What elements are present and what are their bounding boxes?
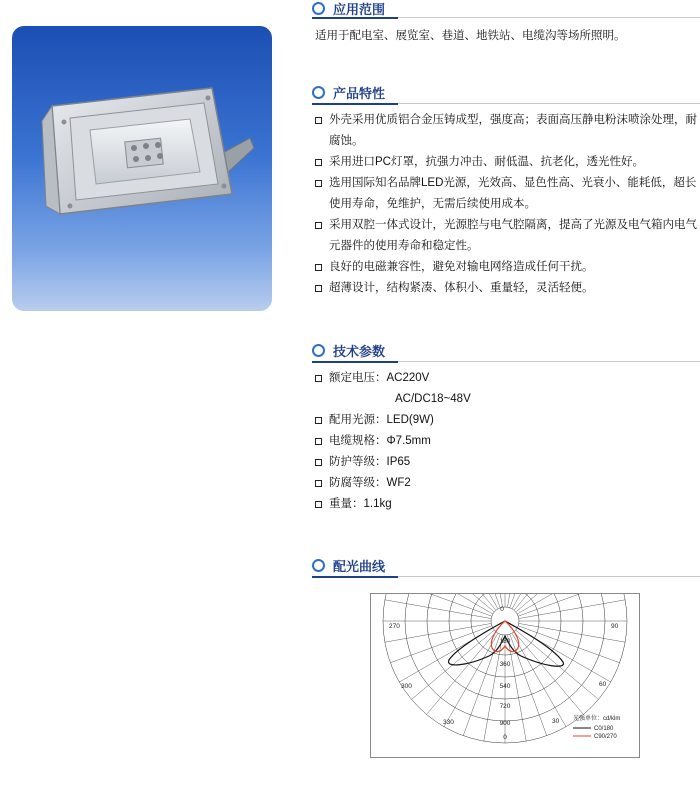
polar-spoke [385, 600, 491, 619]
legend-series2: C90/270 [594, 734, 617, 740]
angle-label-upper-right: 90 [611, 623, 619, 630]
section-divider [312, 17, 700, 18]
angle-label-bottom: 0 [503, 734, 507, 741]
section-divider [312, 361, 700, 362]
square-bullet-icon [315, 480, 322, 487]
section-title-text: 技术参数 [333, 343, 386, 359]
list-item: 采用进口PC灯罩，抗强力冲击、耐低温、抗老化，透光性好。 [315, 152, 700, 173]
square-bullet-icon [315, 264, 322, 271]
radial-tick-label: 540 [499, 683, 511, 690]
section-title-text: 产品特性 [333, 85, 386, 101]
bullet-ring-icon [312, 344, 325, 357]
spec-item: 电缆规格：Φ7.5mm [315, 431, 700, 452]
bullet-ring-icon [312, 86, 325, 99]
section-title-application [312, 0, 385, 16]
square-bullet-icon [315, 159, 322, 166]
square-bullet-icon [315, 285, 322, 292]
bullet-ring-icon [312, 559, 325, 572]
square-bullet-icon [315, 459, 322, 466]
spec-item: 防腐等级：WF2 [315, 473, 700, 494]
floodlight-illustration [12, 26, 272, 311]
section-title-text: 应用范围 [333, 1, 386, 17]
polar-spoke [519, 600, 625, 619]
square-bullet-icon [315, 117, 322, 124]
angle-label-left: 300 [401, 683, 412, 690]
section-divider [312, 576, 700, 577]
radial-tick-label: 360 [499, 661, 511, 668]
legend-series1: C0/180 [594, 726, 614, 732]
light-distribution-diagram [370, 593, 640, 758]
features-list [315, 110, 700, 299]
polar-spoke [427, 632, 496, 715]
polar-spoke [512, 633, 566, 727]
square-bullet-icon [315, 222, 322, 229]
section-title-features [312, 84, 385, 100]
radial-tick-label: 180 [499, 638, 511, 645]
spec-item: 防护等级：IP65 [315, 452, 700, 473]
specs-list [315, 368, 700, 515]
polar-spoke [514, 632, 583, 715]
square-bullet-icon [315, 375, 322, 382]
section-title-curve [312, 557, 385, 573]
section-title-text: 配光曲线 [333, 558, 386, 574]
spec-item: 额定电压：AC220V [315, 368, 700, 389]
spec-item: 配用光源：LED(9W) [315, 410, 700, 431]
legend-unit: 光强单位：cd/klm [573, 716, 621, 722]
list-item: 良好的电磁兼容性，避免对输电网络造成任何干扰。 [315, 257, 700, 278]
square-bullet-icon [315, 180, 322, 187]
polar-spoke [517, 594, 611, 614]
list-item: 选用国际知名品牌LED光源，光效高、显色性高、光衰小、能耗低，超长使用寿命，免维护，无需后续使用成本。 [315, 173, 700, 215]
angle-label-lower-left: 330 [443, 719, 454, 726]
spec-item: 重量：1.1kg [315, 494, 700, 515]
list-item: 超薄设计，结构紧凑、体积小、重量轻，灵活轻便。 [315, 278, 700, 299]
angle-label-right: 60 [599, 681, 607, 688]
angle-label-upper-left: 270 [389, 623, 400, 630]
polar-spoke [444, 633, 498, 727]
polar-spoke [519, 623, 625, 642]
polar-spoke [412, 594, 495, 612]
bullet-ring-icon [312, 2, 325, 15]
section-divider [312, 103, 700, 104]
radial-tick-label: 900 [499, 720, 511, 727]
square-bullet-icon [315, 417, 322, 424]
section-title-specs [312, 342, 385, 358]
polar-chart [371, 594, 639, 757]
angle-label-top: 0 [500, 606, 504, 613]
spec-item-continued: AC/DC18~48V [395, 393, 471, 405]
square-bullet-icon [315, 438, 322, 445]
chart-legend [573, 714, 620, 740]
radial-tick-label: 720 [499, 703, 511, 710]
square-bullet-icon [315, 501, 322, 508]
angle-label-lower-right: 30 [552, 718, 560, 725]
polar-spoke [385, 623, 491, 642]
polar-spoke [516, 630, 599, 699]
application-text: 适用于配电室、展览室、巷道、地铁站、电缆沟等场所照明。 [315, 30, 626, 42]
polar-spoke [399, 594, 493, 614]
list-item: 外壳采用优质铝合金压铸成型，强度高；表面高压静电粉沫喷涂处理，耐腐蚀。 [315, 110, 700, 152]
product-photo [12, 26, 272, 311]
polar-spoke [516, 594, 599, 612]
list-item: 采用双腔一体式设计，光源腔与电气腔隔离，提高了光源及电气箱内电气元器件的使用寿命和稳定性。 [315, 215, 700, 257]
